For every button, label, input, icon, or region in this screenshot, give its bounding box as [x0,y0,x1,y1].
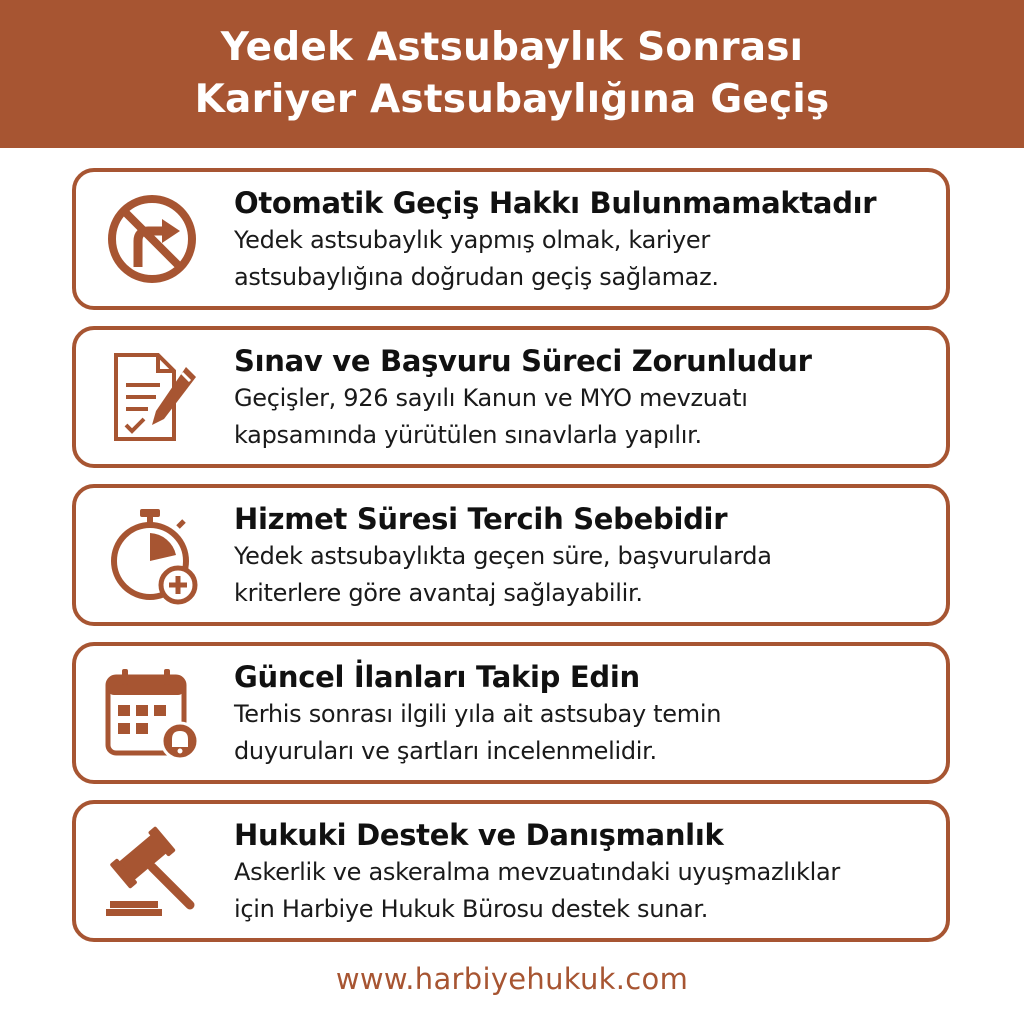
website-url[interactable]: www.harbiyehukuk.com [335,962,689,996]
no-turn-right-sign-icon [102,189,202,289]
card-title: Otomatik Geçiş Hakkı Bulunmamaktadır [234,186,877,220]
page-title-line-2: Kariyer Astsubaylığına Geçiş [194,77,830,122]
info-card-automatic-transfer [72,168,950,310]
gavel-icon [102,821,202,921]
card-desc-line-1: Yedek astsubaylıkta geçen süre, başvurularda [234,542,772,570]
card-desc-line-2: kapsamında yürütülen sınavlarla yapılır. [234,421,702,449]
card-desc-line-1: Terhis sonrası ilgili yıla ait astsubay temin [234,700,722,728]
info-card-exam-process [72,326,950,468]
card-desc-line-2: için Harbiye Hukuk Bürosu destek sunar. [234,895,709,923]
info-card-announcements [72,642,950,784]
card-title: Hukuki Destek ve Danışmanlık [234,818,724,852]
card-desc-line-1: Yedek astsubaylık yapmış olmak, kariyer [234,226,710,254]
header-banner [0,0,1024,148]
card-title: Hizmet Süresi Tercih Sebebidir [234,502,728,536]
info-card-legal-support [72,800,950,942]
card-desc-line-1: Askerlik ve askeralma mevzuatındaki uyuşmazlıklar [234,858,840,886]
info-card-service-time [72,484,950,626]
card-title: Sınav ve Başvuru Süreci Zorunludur [234,344,812,378]
card-title: Güncel İlanları Takip Edin [234,660,640,694]
card-desc-line-2: kriterlere göre avantaj sağlayabilir. [234,579,643,607]
card-desc-line-2: duyuruları ve şartları incelenmelidir. [234,737,657,765]
page-title-line-1: Yedek Astsubaylık Sonrası [220,25,804,70]
card-desc-line-1: Geçişler, 926 sayılı Kanun ve MYO mevzuatı [234,384,748,412]
calendar-bell-icon [102,663,202,763]
card-desc-line-2: astsubaylığına doğrudan geçiş sağlamaz. [234,263,719,291]
stopwatch-plus-icon [102,505,202,605]
document-pen-icon [102,347,202,447]
